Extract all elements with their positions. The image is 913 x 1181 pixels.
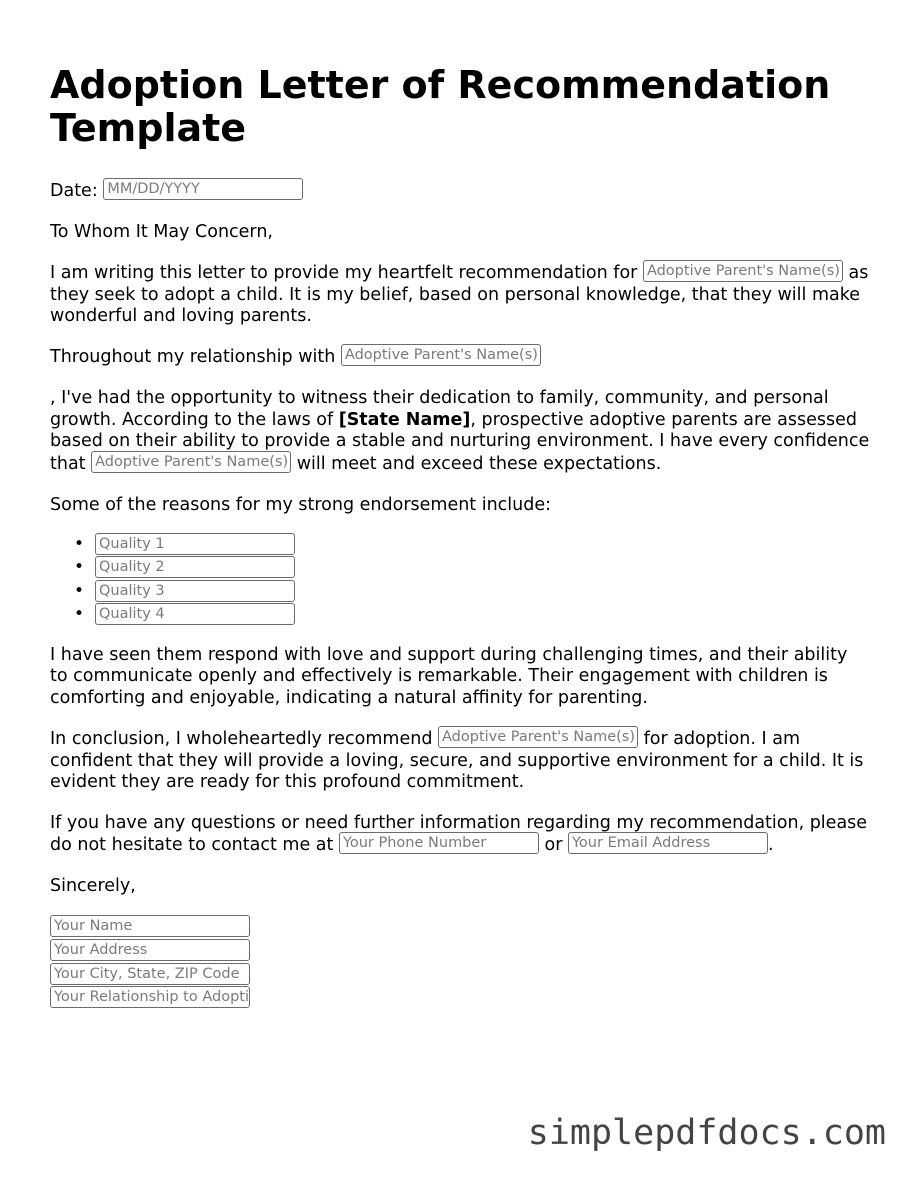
your-address-field[interactable] <box>50 939 250 961</box>
quality-4-field[interactable] <box>95 603 295 625</box>
page-title: Adoption Letter of Recommendation Template <box>50 63 831 150</box>
date-label: Date: <box>50 181 98 201</box>
quality-3-field[interactable] <box>95 580 295 602</box>
list-item <box>74 580 870 604</box>
adoptive-parent-name-field-2[interactable] <box>341 344 541 366</box>
relationship-text: Throughout my relationship with <box>50 346 336 367</box>
witness-paragraph <box>50 388 870 475</box>
reasons-intro: Some of the reasons for my strong endorsement include: <box>50 495 552 515</box>
site-watermark: simplepdfdocs.com <box>527 1113 886 1153</box>
contact-paragraph <box>50 813 870 857</box>
phone-number-field[interactable] <box>339 832 539 854</box>
witness-text-3: will meet and exceed these expectations. <box>296 453 662 474</box>
signature-block <box>50 915 870 1008</box>
intro-paragraph <box>50 262 870 328</box>
adoptive-parent-name-field-1[interactable] <box>643 260 843 282</box>
observation-paragraph: I have seen them respond with love and support during challenging times, and their ability to communicate openly and effectively is remarkable. Their engagement with children is comforting and enjoyable, indicating a natural affinity for parenting. <box>50 644 848 708</box>
adoptive-parent-name-field-3[interactable] <box>91 451 291 473</box>
bullet: • <box>74 580 85 601</box>
date-field[interactable] <box>103 178 303 200</box>
conclusion-paragraph <box>50 728 870 794</box>
salutation: To Whom It May Concern, <box>50 221 273 242</box>
relationship-field[interactable] <box>50 986 250 1008</box>
your-name-field[interactable] <box>50 915 250 937</box>
conclusion-text-after: for adoption. I am confident that they will provide a loving, secure, and supportive environment for a child. It is evident they are ready for this profound commitment. <box>50 729 864 793</box>
list-item <box>74 603 870 627</box>
email-address-field[interactable] <box>568 832 768 854</box>
intro-text-after: as they seek to adopt a child. It is my belief, based on personal knowledge, that they will make wonderful and loving parents. <box>50 263 869 326</box>
city-state-zip-field[interactable] <box>50 963 250 985</box>
contact-text-before: If you have any questions or need further information regarding my recommendation, please do not hesitate to contact me at <box>50 812 868 856</box>
list-item <box>74 533 870 557</box>
closing: Sincerely, <box>50 875 136 896</box>
intro-text-before: I am writing this letter to provide my heartfelt recommendation for <box>50 263 638 283</box>
quality-1-field[interactable] <box>95 533 295 555</box>
relationship-line <box>50 346 870 369</box>
qualities-list <box>50 533 870 627</box>
bullet: • <box>74 533 85 554</box>
adoptive-parent-name-field-4[interactable] <box>438 726 638 748</box>
bullet: • <box>74 604 85 625</box>
date-line <box>50 180 870 203</box>
contact-text-period: . <box>768 835 774 856</box>
contact-text-or: or <box>544 835 563 856</box>
witness-text-1: , I've had the opportunity to witness their dedication to family, community, and personal growth. According to the laws of <box>50 388 829 430</box>
conclusion-text-before: In conclusion, I wholeheartedly recommend <box>50 729 433 750</box>
bullet: • <box>74 557 85 578</box>
state-name-placeholder: [State Name] <box>338 409 471 430</box>
witness-text-2: , prospective adoptive parents are assessed based on their ability to provide a stable and nurturing environment. I have every confidence that <box>50 409 870 474</box>
list-item <box>74 556 870 580</box>
letter-page <box>50 0 870 1010</box>
quality-2-field[interactable] <box>95 556 295 578</box>
